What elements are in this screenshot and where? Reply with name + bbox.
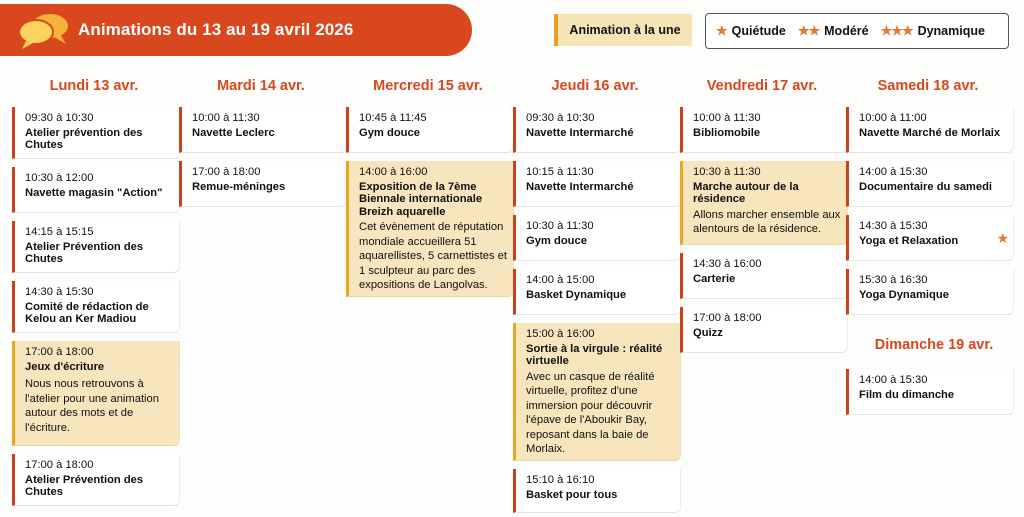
event-title: Film du dimanche — [859, 388, 955, 401]
event-time: 17:00 à 18:00 — [192, 166, 261, 178]
event-time: 10:30 à 11:30 — [693, 166, 761, 178]
event-card[interactable] — [12, 107, 180, 159]
legend-label: Dynamique — [917, 24, 985, 38]
day-header-samedi: Samedi 18 avr. — [877, 78, 979, 94]
event-card[interactable] — [346, 107, 514, 153]
event-time: 10:15 à 11:30 — [526, 166, 594, 178]
speech-bubbles-icon — [16, 12, 70, 50]
star-icon: ★ — [996, 230, 1009, 246]
event-title: Sortie à la virgule : réalité virtuelle — [526, 342, 663, 367]
event-card[interactable] — [179, 161, 347, 207]
event-card-featured[interactable] — [513, 323, 681, 461]
event-title: Jeux d'écriture — [25, 360, 105, 373]
event-time: 15:10 à 16:10 — [526, 474, 595, 486]
featured-legend — [554, 14, 692, 46]
star-icon: ★ — [716, 23, 727, 38]
event-time: 14:15 à 15:15 — [25, 226, 94, 238]
event-card[interactable] — [846, 215, 1014, 261]
featured-legend-label: Animation à la une — [569, 23, 681, 37]
event-description: Allons marcher ensemble aux alentours de la résidence. — [693, 208, 841, 235]
event-card[interactable] — [179, 107, 347, 153]
event-description: Cet évènement de réputation mondiale accueillera 51 aquarellistes, 5 carnettistes et 1 sculpteur au parc des expositions de Langolvas. — [359, 221, 507, 291]
event-card[interactable] — [846, 369, 1014, 415]
event-card[interactable] — [12, 167, 180, 213]
event-card[interactable] — [680, 107, 848, 153]
event-card[interactable] — [513, 107, 681, 153]
event-card-featured[interactable] — [12, 341, 180, 446]
event-title: Atelier Prévention des Chutes — [25, 473, 144, 498]
star-icon: ★★★ — [880, 23, 913, 38]
event-title: Basket Dynamique — [526, 288, 627, 301]
legend-label: Modéré — [824, 24, 869, 38]
event-title: Carterie — [693, 272, 736, 285]
event-title: Navette Marché de Morlaix — [859, 126, 1001, 139]
event-description: Nous nous retrouvons à l'atelier pour une animation autour des mots et de l'écriture. — [25, 378, 159, 434]
event-time: 10:00 à 11:30 — [192, 112, 260, 124]
event-title: Atelier Prévention des Chutes — [25, 240, 144, 265]
event-card[interactable] — [513, 269, 681, 315]
event-time: 14:00 à 15:30 — [859, 374, 928, 386]
event-title: Yoga et Relaxation — [859, 234, 959, 247]
event-title: Navette magasin "Action" — [25, 186, 163, 199]
day-header-dimanche: Dimanche 19 avr. — [874, 337, 994, 353]
event-time: 15:00 à 16:00 — [526, 328, 595, 340]
event-time: 15:30 à 16:30 — [859, 274, 928, 286]
day-header-vendredi: Vendredi 17 avr. — [706, 78, 818, 94]
event-card-featured[interactable] — [346, 161, 514, 297]
event-time: 17:00 à 18:00 — [25, 459, 94, 471]
event-card[interactable] — [846, 107, 1014, 153]
event-card[interactable] — [680, 307, 848, 353]
event-time: 09:30 à 10:30 — [526, 112, 595, 124]
event-card[interactable] — [846, 161, 1014, 207]
event-description: Avec un casque de réalité virtuelle, profitez d'une immersion pour découvrir l'épave de l'Aboukir Bay, reposant dans la baie de Morlaix. — [526, 370, 655, 455]
header-banner — [0, 4, 472, 56]
event-time: 10:30 à 12:00 — [25, 172, 94, 184]
event-card[interactable] — [12, 281, 180, 333]
page-title: Animations du 13 au 19 avril 2026 — [78, 20, 354, 39]
event-time: 14:30 à 15:30 — [859, 220, 928, 232]
event-title: Gym douce — [526, 234, 587, 247]
event-time: 14:00 à 16:00 — [359, 166, 428, 178]
event-card[interactable] — [513, 469, 681, 513]
day-header-mercredi: Mercredi 15 avr. — [373, 78, 483, 94]
event-card[interactable] — [846, 269, 1014, 315]
event-time: 10:00 à 11:30 — [693, 112, 761, 124]
event-title: Gym douce — [359, 126, 420, 139]
day-header-lundi: Lundi 13 avr. — [49, 78, 139, 94]
day-header-jeudi: Jeudi 16 avr. — [551, 78, 639, 94]
intensity-legend — [705, 13, 1009, 49]
event-title: Marche autour de la résidence — [693, 180, 799, 205]
event-time: 10:30 à 11:30 — [526, 220, 594, 232]
event-time: 14:30 à 16:00 — [693, 258, 762, 270]
event-title: Basket pour tous — [526, 488, 618, 501]
event-card[interactable] — [12, 221, 180, 273]
event-title: Navette Intermarché — [526, 126, 634, 139]
event-time: 14:30 à 15:30 — [25, 286, 94, 298]
event-title: Navette Intermarché — [526, 180, 634, 193]
event-title: Exposition de la 7ème Biennale internationale Breizh aquarelle — [359, 180, 483, 218]
event-title: Bibliomobile — [693, 126, 761, 139]
star-icon: ★★ — [797, 23, 820, 38]
legend-modere — [798, 23, 869, 39]
event-card[interactable] — [12, 454, 180, 506]
event-time: 14:00 à 15:30 — [859, 166, 928, 178]
event-title: Navette Leclerc — [192, 126, 275, 139]
event-title: Yoga Dynamique — [859, 288, 949, 301]
event-time: 17:00 à 18:00 — [693, 312, 762, 324]
event-card-featured[interactable] — [680, 161, 848, 245]
day-header-mardi: Mardi 14 avr. — [217, 78, 305, 94]
event-title: Quizz — [693, 326, 723, 339]
event-time: 10:00 à 11:00 — [859, 112, 927, 124]
event-title: Atelier prévention des Chutes — [25, 126, 143, 151]
event-card[interactable] — [513, 161, 681, 207]
event-time: 14:00 à 15:00 — [526, 274, 595, 286]
event-time: 09:30 à 10:30 — [25, 112, 94, 124]
event-time: 10:45 à 11:45 — [359, 112, 427, 124]
event-title: Documentaire du samedi — [859, 180, 993, 193]
legend-label: Quiétude — [731, 24, 786, 38]
legend-quietude — [716, 23, 786, 39]
event-card[interactable] — [680, 253, 848, 299]
event-time: 17:00 à 18:00 — [25, 346, 94, 358]
event-title: Comité de rédaction de Kelou an Ker Madiou — [25, 300, 149, 325]
legend-dynamique — [881, 23, 985, 39]
event-card[interactable] — [513, 215, 681, 261]
event-title: Remue-méninges — [192, 180, 286, 193]
